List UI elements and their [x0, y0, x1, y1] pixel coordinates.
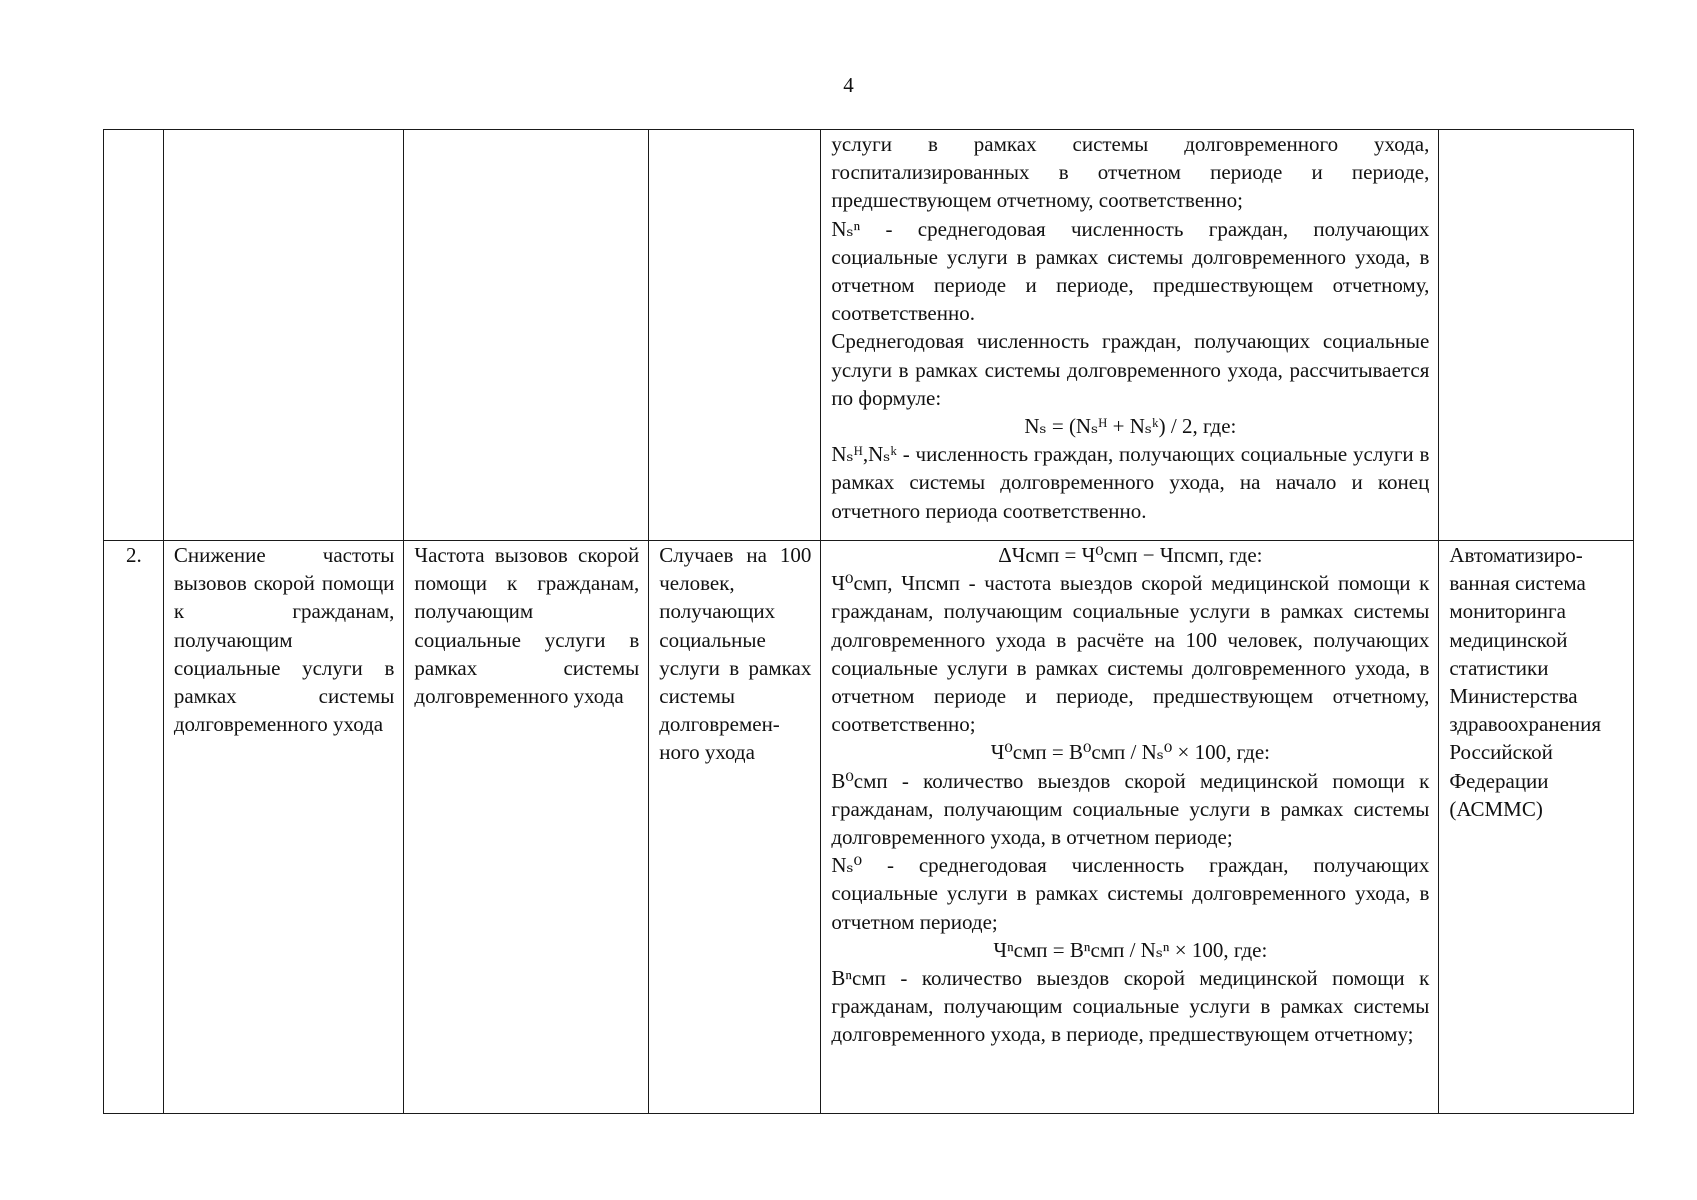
method-paragraph: Ч⁰смп, Чᴨсмп - частота выездов скорой медицинской помощи к гражданам, получающим социальные услуги в рамках системы долговременного ухода в расчёте на 100 человек, получающих социальные услуги в рамках системы долговременного ухода, в отчетном периоде и периоде, предшествующем отчетному, соответственно;	[831, 571, 1430, 737]
unit-cell: Случаев на 100 человек, получающих социальные услуги в рамках системы долговремен-ного ухода	[649, 541, 821, 1114]
row-number-cell: 2.	[104, 541, 164, 1114]
indicators-table	[103, 129, 1634, 1114]
method-paragraph: услуги в рамках системы долговременного ухода, госпитализированных в отчетном периоде и периоде, предшествующем отчетному, соответственно;	[831, 132, 1430, 213]
method-cell	[821, 130, 1439, 541]
indicator-cell: Частота вызовов скорой помощи к гражданам, получающим социальные услуги в рамках системы долговременного ухода	[404, 541, 649, 1114]
page-number: 4	[843, 73, 854, 97]
table-row	[104, 130, 1634, 541]
unit-cell	[649, 130, 821, 541]
formula: Nₛ = (Nₛᴴ + Nₛᵏ) / 2, где:	[1024, 414, 1237, 439]
source-cell	[1439, 130, 1634, 541]
method-paragraph: В⁰смп - количество выездов скорой медицинской помощи к гражданам, получающим социальные услуги в рамках системы долговременного ухода, в отчетном периоде;	[831, 768, 1430, 850]
method-paragraph: Nₛ⁰ - среднегодовая численность граждан, получающих социальные услуги в рамках системы долговременного ухода, в отчетном периоде;	[831, 853, 1430, 934]
task-cell	[163, 130, 404, 541]
table-row	[104, 541, 1634, 1114]
method-paragraph: Nₛⁿ - среднегодовая численность граждан, получающих социальные услуги в рамках системы долговременного ухода, в отчетном периоде и периоде, предшествующем отчетному, соответственно.	[831, 216, 1430, 326]
method-cell	[821, 541, 1439, 1114]
formula: ΔЧсмп = Ч⁰смп − Чᴨсмп, где:	[998, 543, 1263, 567]
task-cell: Снижение частоты вызовов скорой помощи к гражданам, получающим социальные услуги в рамках системы долговременного ухода	[163, 541, 404, 1114]
indicator-cell	[404, 130, 649, 541]
source-cell: Автоматизиро-ванная система мониторинга медицинской статистики Министерства здравоохранения Российской Федерации (АСММС)	[1439, 541, 1634, 1114]
method-paragraph: Среднегодовая численность граждан, получающих социальные услуги в рамках системы долговременного ухода, рассчитывается по формуле:	[831, 329, 1430, 410]
formula: Чⁿсмп = Вⁿсмп / Nₛⁿ × 100, где:	[993, 937, 1268, 962]
method-paragraph: Nₛᴴ,Nₛᵏ - численность граждан, получающих социальные услуги в рамках системы долговременного ухода, на начало и конец отчетного периода соответственно.	[831, 442, 1430, 523]
formula: Ч⁰смп = В⁰смп / Nₛ⁰ × 100, где:	[990, 740, 1270, 765]
row-number-cell	[104, 130, 164, 541]
method-paragraph: Вⁿсмп - количество выездов скорой медицинской помощи к гражданам, получающим социальные услуги в рамках системы долговременного ухода, в периоде, предшествующем отчетному;	[831, 966, 1430, 1047]
